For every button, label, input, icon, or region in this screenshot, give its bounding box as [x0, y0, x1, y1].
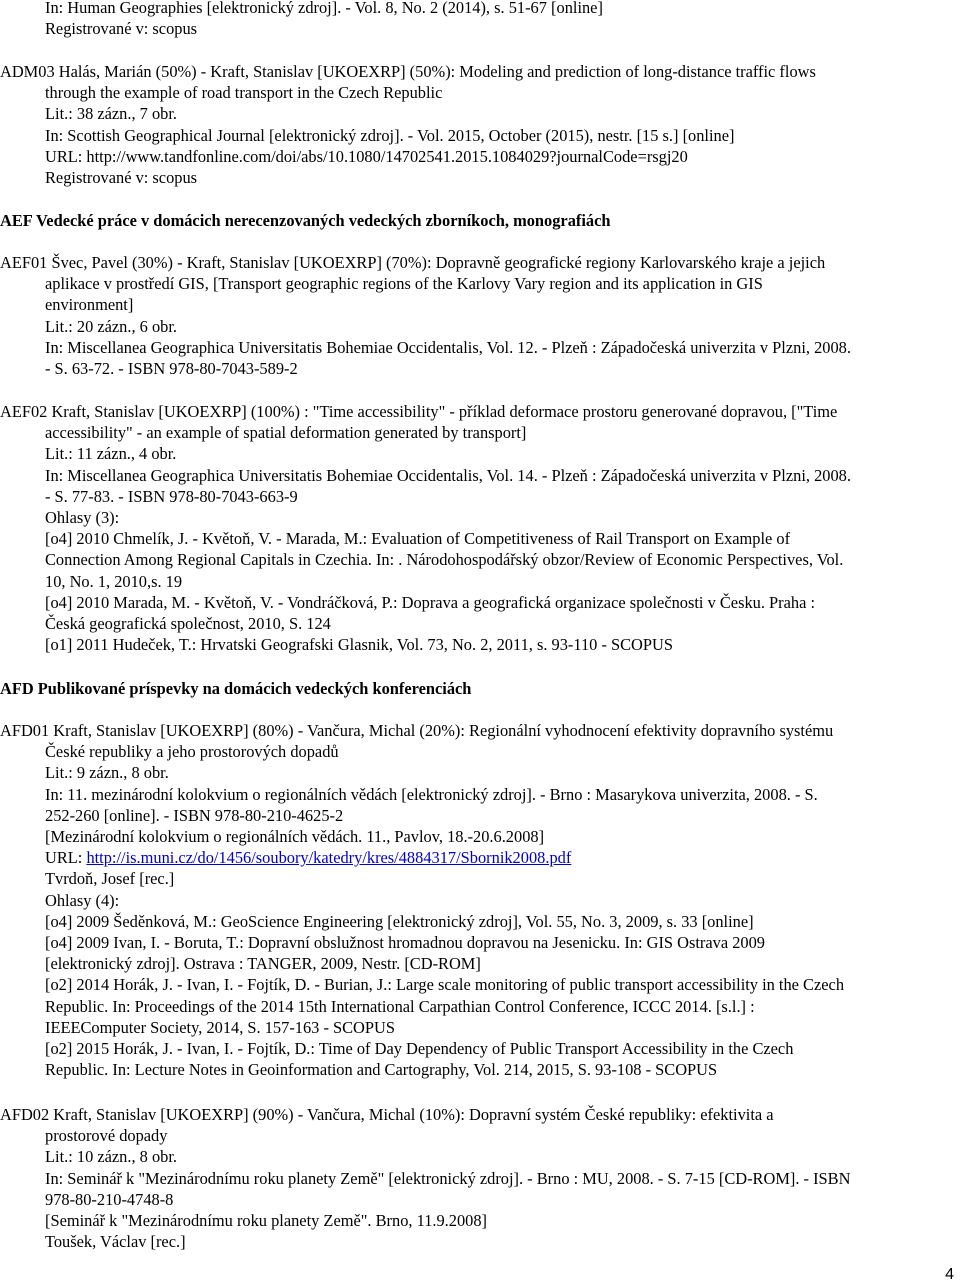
registered-line: Registrované v: scopus	[45, 19, 198, 39]
record-title-cont: prostorové dopady	[45, 1126, 168, 1146]
citation: [o1] 2011 Hudeček, T.: Hrvatski Geografski Glasnik, Vol. 73, No. 2, 2011, s. 93-110 - SCOPUS	[45, 635, 673, 655]
record-lit: Lit.: 9 zázn., 8 obr.	[45, 763, 169, 783]
record-source-cont: 252-260 [online]. - ISBN 978-80-210-4625-2	[45, 805, 344, 825]
record-source: In: Miscellanea Geographica Universitatis Bohemiae Occidentalis, Vol. 12. - Plzeň : Západočeská univerzita v Plzni, 2008.	[45, 337, 851, 357]
citation: [o4] 2009 Ivan, I. - Boruta, T.: Dopravní obslužnost hromadnou dopravou na Jesenicku. In: GIS Ostrava 2009	[45, 933, 765, 953]
citation: [o4] 2010 Marada, M. - Květoň, V. - Vondráčková, P.: Doprava a geografická organizace společnosti v Česku. Praha :	[45, 592, 816, 612]
record-title-cont: environment]	[45, 295, 134, 315]
registered-line: Registrované v: scopus	[45, 168, 198, 188]
record-url: URL: http://www.tandfonline.com/doi/abs/10.1080/14702541.2015.1084029?journalCode=rsgj20	[45, 146, 688, 166]
record-title: AEF01 Švec, Pavel (30%) - Kraft, Stanislav [UKOEXRP] (70%): Dopravně geografické regiony Karlovarského kraje a jejich	[0, 253, 826, 272]
citation: [o2] 2014 Horák, J. - Ivan, I. - Fojtík, D. - Burian, J.: Large scale monitoring of public transport accessibility in the Czech	[45, 975, 845, 995]
section-heading-afd: AFD Publikované príspevky na domácich vedeckých konferenciách	[0, 679, 472, 698]
citation: [o4] 2010 Chmelík, J. - Květoň, V. - Marada, M.: Evaluation of Competitiveness of Rail Transport on Example of	[45, 529, 791, 549]
url-label: URL:	[45, 848, 87, 868]
citation: [o2] 2015 Horák, J. - Ivan, I. - Fojtík, D.: Time of Day Dependency of Public Transport Accessibility in the Czech	[45, 1039, 794, 1059]
record-lit: Lit.: 38 zázn., 7 obr.	[45, 104, 178, 124]
record-lit: Lit.: 11 zázn., 4 obr.	[45, 444, 177, 464]
record-source-cont: 978-80-210-4748-8	[45, 1189, 174, 1209]
record-source: In: Scottish Geographical Journal [elektronický zdroj]. - Vol. 2015, October (2015), nestr. [15 s.] [online]	[45, 125, 735, 145]
section-heading-aef: AEF Vedecké práce v domácich nerecenzovaných vedeckých zborníkoch, monografiách	[0, 211, 611, 230]
page-number: 4	[945, 1265, 954, 1283]
record-aef01	[0, 252, 851, 379]
citations-label: Ohlasy (4):	[45, 890, 120, 910]
citation-cont: Republic. In: Lecture Notes in Geoinformation and Cartography, Vol. 214, 2015, S. 93-108 - SCOPUS	[45, 1060, 718, 1080]
record-source: In: 11. mezinárodní kolokvium o regionálních vědách [elektronický zdroj]. - Brno : Masarykova univerzita, 2008. - S.	[45, 784, 818, 804]
citation-cont: Republic. In: Proceedings of the 2014 15th International Carpathian Control Conference, ICCC 2014. [s.l.] :	[45, 996, 755, 1016]
record-reviewer: Toušek, Václav [rec.]	[45, 1232, 186, 1252]
citation-cont: IEEEComputer Society, 2014, S. 157-163 - SCOPUS	[45, 1017, 395, 1037]
citation-cont: Česká geografická společnost, 2010, S. 124	[45, 614, 331, 634]
record-title: AFD01 Kraft, Stanislav [UKOEXRP] (80%) - Vančura, Michal (20%): Regionální vyhodnocení efektivity dopravního systému	[0, 721, 834, 740]
source-line: In: Human Geographies [elektronický zdroj]. - Vol. 8, No. 2 (2014), s. 51-67 [online]	[45, 0, 603, 17]
record-conference: [Seminář k "Mezinárodnímu roku planety Země". Brno, 11.9.2008]	[45, 1211, 488, 1231]
record-afd01	[0, 720, 844, 1080]
record-lit: Lit.: 10 zázn., 8 obr.	[45, 1147, 178, 1167]
record-aef02	[0, 401, 851, 655]
record-reviewer: Tvrdoň, Josef [rec.]	[45, 869, 175, 889]
record-source-cont: - S. 77-83. - ISBN 978-80-7043-663-9	[45, 486, 298, 506]
record-title-cont: accessibility" - an example of spatial deformation generated by transport]	[45, 423, 527, 443]
record-conference: [Mezinárodní kolokvium o regionálních vědách. 11., Pavlov, 18.-20.6.2008]	[45, 827, 545, 847]
record-afd02	[0, 1104, 850, 1252]
citation: [o4] 2009 Šeděnková, M.: GeoScience Engineering [elektronický zdroj], Vol. 55, No. 3, 2009, s. 33 [online]	[45, 911, 754, 931]
record-title: ADM03 Halás, Marián (50%) - Kraft, Stanislav [UKOEXRP] (50%): Modeling and prediction of long-distance traffic flows	[0, 62, 816, 81]
citation-cont: 10, No. 1, 2010,s. 19	[45, 571, 183, 591]
proceedings-link[interactable]: http://is.muni.cz/do/1456/soubory/katedry/kres/4884317/Sbornik2008.pdf	[86, 848, 572, 868]
record-source: In: Seminář k "Mezinárodnímu roku planety Země" [elektronický zdroj]. - Brno : MU, 2008. - S. 7-15 [CD-ROM]. - ISBN	[45, 1168, 851, 1188]
record-source-cont: - S. 63-72. - ISBN 978-80-7043-589-2	[45, 359, 298, 379]
record-title: AFD02 Kraft, Stanislav [UKOEXRP] (90%) - Vančura, Michal (10%): Dopravní systém České republiky: efektivita a	[0, 1105, 774, 1124]
record-title-cont: through the example of road transport in the Czech Republic	[45, 83, 443, 103]
record-title-cont: České republiky a jeho prostorových dopadů	[45, 742, 339, 762]
record-source: In: Miscellanea Geographica Universitatis Bohemiae Occidentalis, Vol. 14. - Plzeň : Západočeská univerzita v Plzni, 2008.	[45, 465, 851, 485]
citation-cont: Connection Among Regional Capitals in Czechia. In: . Národohospodářský obzor/Review of Economic Perspectives, Vol.	[45, 550, 844, 570]
record-adm03	[0, 61, 816, 188]
citations-label: Ohlasy (3):	[45, 508, 120, 528]
record-title-cont: aplikace v prostředí GIS, [Transport geographic regions of the Karlovy Vary region and its application in GIS	[45, 274, 763, 294]
record-url	[0, 847, 844, 868]
record-lit: Lit.: 20 zázn., 6 obr.	[45, 316, 178, 336]
citation-cont: [elektronický zdroj]. Ostrava : TANGER, 2009, Nestr. [CD-ROM]	[45, 954, 481, 974]
record-title: AEF02 Kraft, Stanislav [UKOEXRP] (100%) : "Time accessibility" - příklad deformace prostoru generované dopravou, ["Time	[0, 402, 838, 421]
previous-record-tail	[0, 0, 603, 39]
